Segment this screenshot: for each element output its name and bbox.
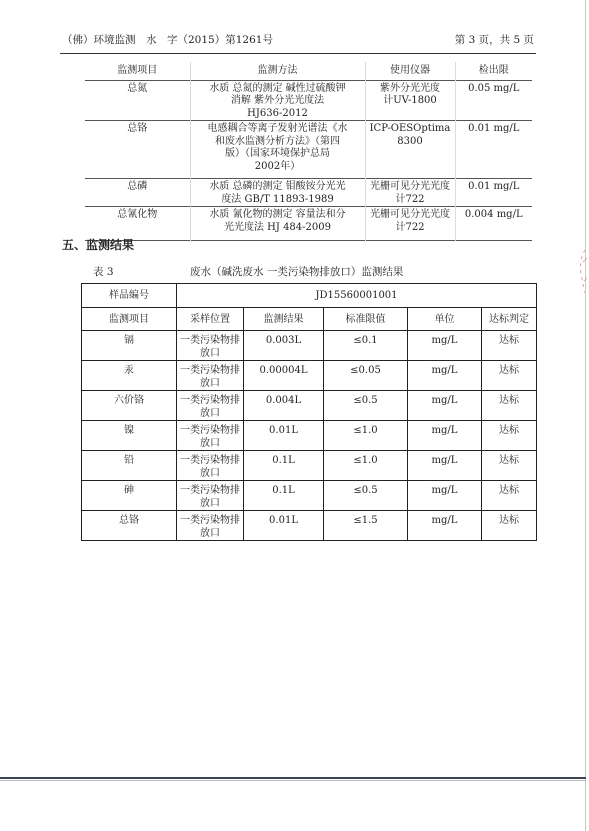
table-row: [82, 481, 537, 511]
compliance-judgement: 达标: [482, 331, 537, 361]
instrument-line: 紫外分光光度: [380, 82, 440, 94]
monitoring-result: 0.1L: [244, 481, 324, 511]
method-line: 消解 紫外分光光度法: [230, 95, 325, 106]
table-caption: 废水（碱洗废水 一类污染物排放口）监测结果: [190, 266, 404, 278]
table-caption-label: 表 3: [93, 266, 114, 278]
compliance-judgement: 达标: [482, 391, 537, 421]
sampling-location: 一类污染物排放口: [177, 511, 244, 541]
column-header: 监测项目: [117, 64, 158, 76]
instrument-line: 计UV-1800: [383, 95, 437, 106]
sampling-location: 一类污染物排放口: [177, 481, 244, 511]
monitoring-result: 0.01L: [244, 511, 324, 541]
compliance-judgement: 达标: [482, 481, 537, 511]
method-line: 水质 总氮的测定 碱性过硫酸钾: [209, 82, 346, 94]
column-header: 监测方法: [190, 62, 365, 80]
instrument-line: ICP-OESOptima: [369, 123, 451, 134]
table-row: [82, 391, 537, 421]
monitoring-method: [190, 80, 365, 121]
monitoring-method: [190, 121, 365, 179]
monitoring-item: 总磷: [127, 181, 148, 192]
column-header: 使用仪器: [365, 62, 455, 80]
standard-limit: ≤0.5: [324, 391, 408, 421]
sampling-location: 一类污染物排放口: [177, 331, 244, 361]
column-header: 标准限值: [324, 308, 408, 331]
scan-edge-line: [585, 0, 586, 831]
unit: mg/L: [408, 451, 482, 481]
monitoring-result: 0.01L: [244, 421, 324, 451]
method-line: 电感耦合等离子发射光谱法《水: [207, 123, 348, 134]
results-table: [81, 283, 537, 541]
monitoring-item: 铅: [82, 451, 177, 481]
sample-id: JD15560001001: [177, 284, 537, 308]
table-row: [82, 421, 537, 451]
monitoring-method: [190, 179, 365, 207]
table-row: [85, 121, 532, 179]
results-table-body: [82, 284, 537, 541]
method-line: 版）（国家环境保护总局: [225, 148, 330, 159]
method-line: 度法 GB/T 11893-1989: [221, 193, 334, 205]
page-header: [62, 33, 534, 47]
compliance-judgement: 达标: [482, 451, 537, 481]
column-header: 采样位置: [177, 308, 244, 331]
monitoring-result: 0.004L: [244, 391, 324, 421]
instrument: [365, 80, 455, 121]
monitoring-item: 总氰化物: [117, 209, 158, 220]
column-header: 单位: [408, 308, 482, 331]
sampling-location: 一类污染物排放口: [177, 391, 244, 421]
monitoring-item: 镉: [82, 331, 177, 361]
method-line: 和废水监测分析方法》（第四: [215, 135, 340, 147]
table-row: [82, 331, 537, 361]
sample-id-label: 样品编号: [82, 284, 177, 308]
instrument-line: 计722: [395, 221, 425, 233]
method-line: 光光度法 HJ 484-2009: [223, 221, 331, 233]
monitoring-item: 镍: [82, 421, 177, 451]
standard-limit: ≤1.5: [324, 511, 408, 541]
detection-limit: 0.01 mg/L: [455, 121, 532, 179]
section-heading: 五、监测结果: [62, 238, 135, 252]
methods-table: [85, 62, 532, 241]
table-row: [85, 80, 532, 121]
monitoring-item: 总铬: [127, 123, 148, 134]
monitoring-item: 砷: [82, 481, 177, 511]
monitoring-item: 六价铬: [82, 391, 177, 421]
table-row: [82, 511, 537, 541]
unit: mg/L: [408, 331, 482, 361]
column-header: 监测结果: [244, 308, 324, 331]
instrument: [365, 207, 455, 241]
unit: mg/L: [408, 481, 482, 511]
table-row: [82, 361, 537, 391]
compliance-judgement: 达标: [482, 361, 537, 391]
instrument: [365, 121, 455, 179]
compliance-judgement: 达标: [482, 421, 537, 451]
sampling-location: 一类污染物排放口: [177, 421, 244, 451]
monitoring-result: 0.1L: [244, 451, 324, 481]
monitoring-item: 总氮: [127, 82, 148, 94]
scan-bottom-line-shadow: [0, 780, 586, 781]
instrument-line: 光栅可见分光光度: [370, 181, 450, 192]
monitoring-item: 总铬: [82, 511, 177, 541]
standard-limit: ≤0.5: [324, 481, 408, 511]
detection-limit: 0.05 mg/L: [455, 80, 532, 121]
detection-limit: 0.004 mg/L: [455, 207, 532, 241]
unit: mg/L: [408, 391, 482, 421]
method-line: 水质 氰化物的测定 容量法和分: [209, 209, 346, 220]
monitoring-result: 0.003L: [244, 331, 324, 361]
methods-table-head: [85, 62, 532, 80]
column-header: 达标判定: [482, 308, 537, 331]
table-row: [85, 207, 532, 241]
scan-bottom-line: [0, 777, 586, 779]
instrument-line: 计722: [395, 193, 425, 205]
report-number: （佛）环境监测 水 字（2015）第1261号: [62, 34, 273, 46]
method-line: 水质 总磷的测定 钼酸铵分光光: [209, 181, 346, 192]
method-line: 2002年）: [254, 160, 301, 172]
sampling-location: 一类污染物排放口: [177, 451, 244, 481]
monitoring-method: [190, 207, 365, 241]
results-header-row: [82, 308, 537, 331]
standard-limit: ≤0.05: [324, 361, 408, 391]
table-row: [82, 451, 537, 481]
methods-header-row: [85, 62, 532, 80]
standard-limit: ≤1.0: [324, 421, 408, 451]
instrument: [365, 179, 455, 207]
detection-limit: 0.01 mg/L: [455, 179, 532, 207]
monitoring-item: 汞: [82, 361, 177, 391]
monitoring-result: 0.00004L: [244, 361, 324, 391]
table-row: [85, 179, 532, 207]
unit: mg/L: [408, 421, 482, 451]
unit: mg/L: [408, 511, 482, 541]
compliance-judgement: 达标: [482, 511, 537, 541]
standard-limit: ≤1.0: [324, 451, 408, 481]
instrument-line: 光栅可见分光光度: [370, 209, 450, 220]
method-line: HJ636-2012: [247, 107, 308, 119]
sampling-location: 一类污染物排放口: [177, 361, 244, 391]
instrument-line: 8300: [397, 135, 423, 147]
header-rule: [60, 53, 536, 54]
unit: mg/L: [408, 361, 482, 391]
column-header: 监测项目: [82, 308, 177, 331]
sample-id-row: [82, 284, 537, 308]
page-indicator: 第 3 页，共 5 页: [454, 34, 534, 46]
column-header: 检出限: [455, 62, 532, 80]
methods-table-body: [85, 80, 532, 241]
standard-limit: ≤0.1: [324, 331, 408, 361]
